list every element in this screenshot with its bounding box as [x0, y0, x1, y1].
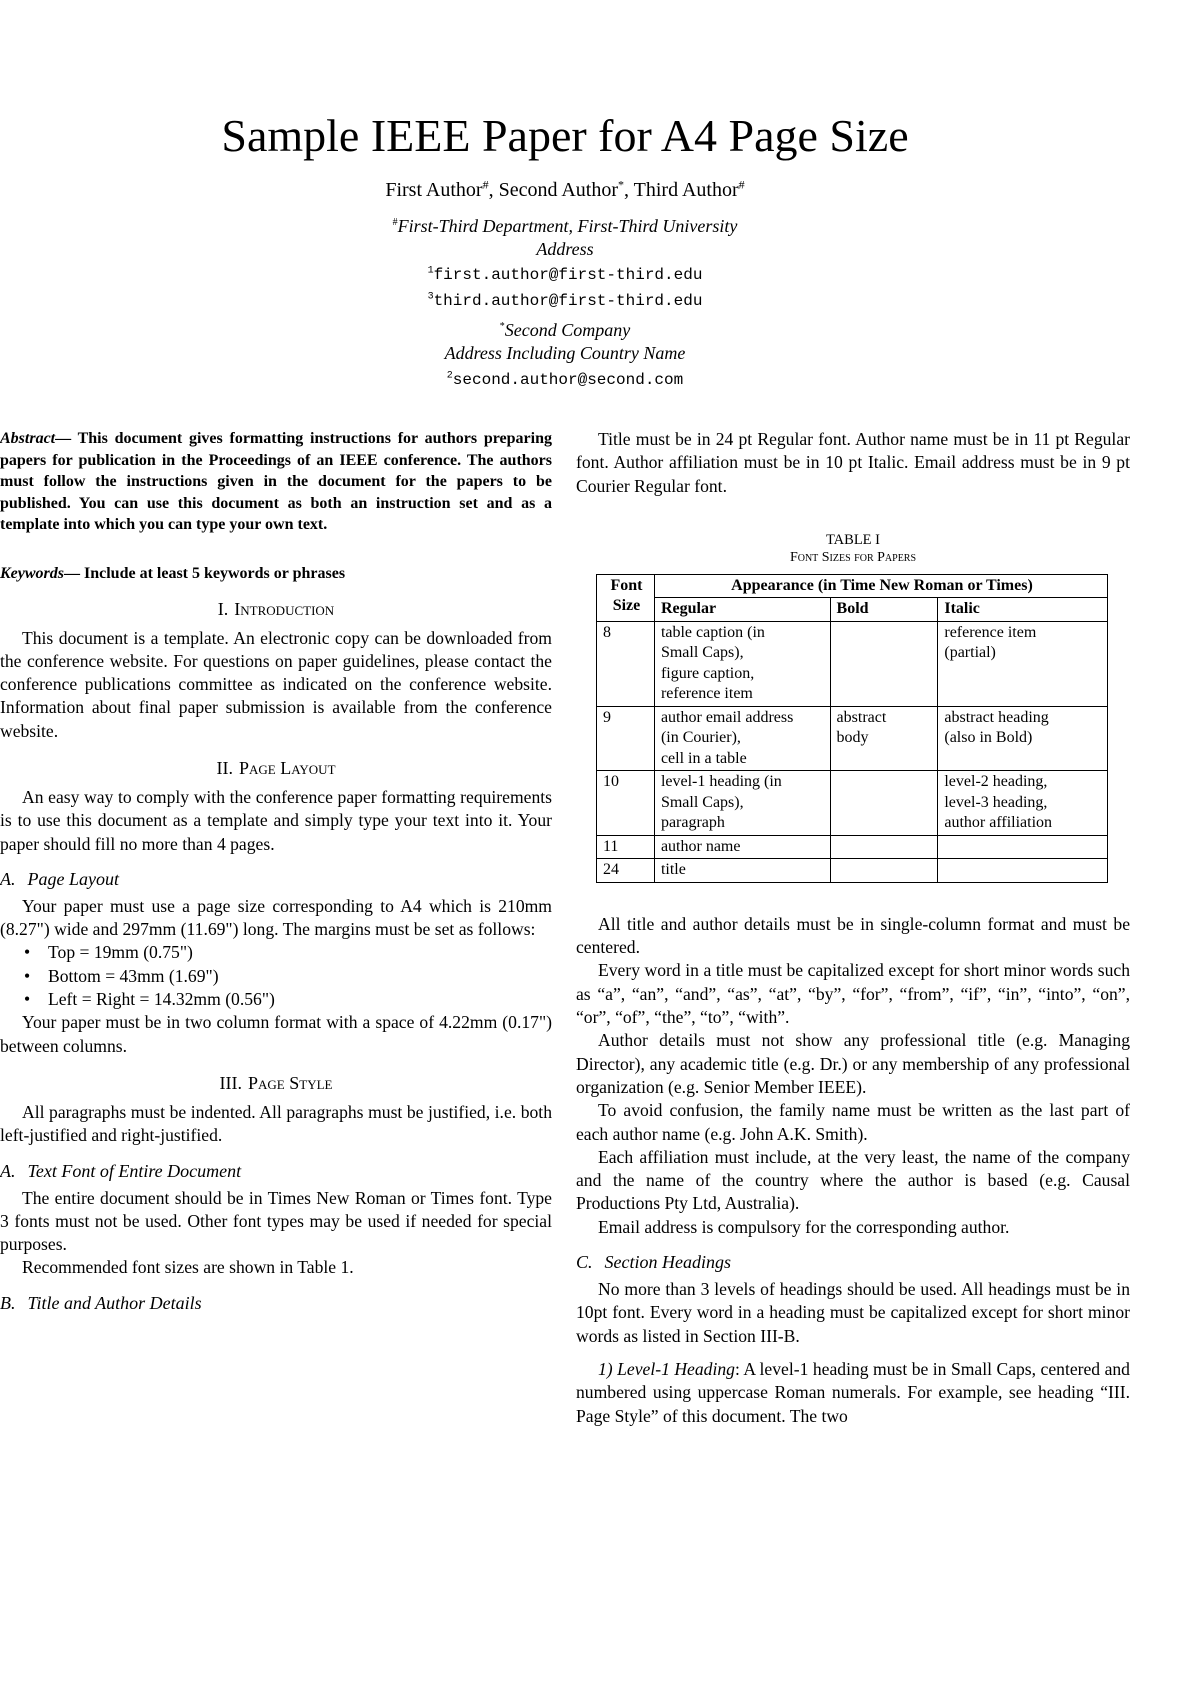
section-number: III. — [219, 1072, 243, 1093]
subsection-heading — [0, 868, 552, 891]
affiliation-mark: # — [392, 217, 398, 228]
email-mark: 3 — [427, 291, 434, 303]
author-separator: , — [488, 179, 499, 201]
subsection-number: B. — [0, 1292, 16, 1313]
list-item — [24, 988, 552, 1011]
table-header-row — [597, 574, 1108, 598]
table-cell-bold — [830, 835, 938, 859]
paragraph: Title must be in 24 pt Regular font. Author name must be in 11 pt Regular font. Author affiliation must be in 10 pt Italic. Email address must be in 9 pt Courier Regular font. — [576, 429, 1130, 496]
email-mark: 2 — [446, 370, 453, 382]
subsection-heading — [576, 1251, 1130, 1274]
table-caption: TABLE I — [825, 531, 880, 548]
table-cell-line: author name — [660, 837, 741, 855]
affiliation-address: Address Including Country Name — [444, 343, 686, 363]
table-cell-line: level-1 heading (in — [660, 773, 782, 791]
table-cell-bold — [830, 706, 938, 771]
table-cell-line: Small Caps), — [660, 793, 744, 811]
author-name: Second Author — [498, 179, 619, 201]
paragraph-text: A level-1 heading must be in Small Caps, centered and numbered using uppercase Roman numerals. For example, see heading “III. Page Style” of this document. The two — [576, 1358, 1130, 1426]
email-text: second.author@second.com — [452, 371, 684, 389]
section-heading — [0, 598, 552, 621]
table-cell-line: table caption (in — [660, 623, 765, 641]
abstract — [0, 428, 552, 536]
affiliation-department — [0, 215, 1130, 238]
author-line — [0, 177, 1130, 203]
table-row — [597, 835, 1108, 859]
paragraph: All paragraphs must be indented. All paragraphs must be justified, i.e. both left-justified and right-justified. — [0, 1101, 552, 1146]
author-mark: * — [618, 177, 625, 192]
table-cell-line: abstract heading — [944, 708, 1049, 726]
author-name: Third Author — [633, 179, 739, 201]
email-text: first.author@first-third.edu — [433, 266, 703, 284]
subsection-title: Page Layout — [27, 868, 119, 889]
email-text: third.author@first-third.edu — [433, 292, 703, 310]
table-cell-italic — [938, 706, 1108, 771]
list-item — [24, 941, 552, 964]
abstract-label: Abstract — [0, 430, 56, 447]
table-cell-line: title — [660, 861, 686, 879]
bullet-icon: • — [24, 942, 31, 963]
table-row — [597, 771, 1108, 836]
table-cell-regular — [654, 621, 830, 706]
section-heading — [0, 1072, 552, 1095]
table-cell-regular — [654, 771, 830, 836]
table-cell-size: 8 — [597, 621, 655, 706]
paragraph: An easy way to comply with the conference paper formatting requirements is to use this document as a template and simply type your text into it. Your paper should fill no more than 4 pages. — [0, 786, 552, 854]
table-cell-regular — [654, 835, 830, 859]
paragraph: The entire document should be in Times New Roman or Times font. Type 3 fonts must not be used. Other font types may be used if needed for special purposes. — [0, 1187, 552, 1255]
table-cell-line: (partial) — [944, 644, 996, 662]
affiliation-mark: * — [499, 321, 505, 332]
table-cell-regular — [654, 859, 830, 883]
table-cell-line: body — [836, 729, 869, 747]
bullet-icon: • — [24, 989, 31, 1010]
table-cell-line: level-2 heading, — [944, 773, 1048, 791]
table-cell-bold — [830, 771, 938, 836]
table-header-cell: Bold — [830, 598, 938, 622]
paragraph: Every word in a title must be capitalized except for short minor words such as “a”, “an”, “and”, “as”, “at”, “by”, “for”, “from”, “if”, “in”, “into”, “on”, “or”, “of”, “the”, “to”, “with”. — [576, 960, 1130, 1028]
keywords-text: Include at least 5 keywords or phrases — [84, 564, 346, 582]
table-header-row — [597, 598, 1108, 622]
left-column — [0, 428, 552, 1319]
table-header-cell: Font Size — [597, 574, 655, 621]
table-cell-line: reference item — [944, 623, 1037, 641]
list-item-text: Top = 19mm (0.75") — [48, 942, 193, 963]
abstract-text: This document gives formatting instructions for authors preparing papers for publication in the Proceedings of an IEEE conference. The authors must follow the instructions given in the document for the papers to be published. You can use this document as both an instruction set and as a template into which you can type your own text. — [0, 430, 552, 533]
paragraph: Your paper must use a page size corresponding to A4 which is 210mm (8.27") wide and 297mm (11.69") long. The margins must be set as follows: — [0, 895, 552, 940]
table-cell-size: 11 — [597, 835, 655, 859]
subsection-title: Title and Author Details — [27, 1292, 202, 1313]
table-cell-italic — [938, 859, 1108, 883]
paragraph: All title and author details must be in single-column format and must be centered. — [576, 913, 1130, 958]
table-header-cell: Regular — [654, 598, 830, 622]
table-cell-line: reference item — [660, 685, 753, 703]
table-cell-line: author email address — [660, 708, 794, 726]
paragraph: Your paper must be in two column format with a space of 4.22mm (0.17") between columns. — [0, 1012, 552, 1056]
font-sizes-table — [596, 574, 1108, 883]
author-name: First Author — [385, 179, 483, 201]
paragraph: To avoid confusion, the family name must be written as the last part of each author name (e.g. John A.K. Smith). — [576, 1100, 1130, 1144]
table-cell-line: author affiliation — [944, 814, 1053, 832]
table-cell-italic — [938, 771, 1108, 836]
table-cell-line: paragraph — [660, 814, 725, 832]
author-email — [0, 369, 1130, 392]
subsection-title: Section Headings — [604, 1252, 731, 1273]
table-row — [597, 706, 1108, 771]
subsection-heading — [0, 1292, 552, 1315]
subsection-number: A. — [0, 1160, 16, 1181]
author-mark: # — [482, 177, 489, 192]
keywords-dash: — — [64, 564, 84, 582]
affiliation-company — [0, 319, 1130, 342]
bullet-icon: • — [24, 965, 31, 986]
table-cell-line: Small Caps), — [660, 644, 744, 662]
paragraph: Email address is compulsory for the corresponding author. — [598, 1216, 1010, 1237]
table-cell-italic — [938, 621, 1108, 706]
table-cell-size: 24 — [597, 859, 655, 883]
margin-list — [0, 941, 552, 1011]
email-mark: 1 — [427, 265, 434, 277]
paragraph-label-colon: : — [734, 1358, 744, 1379]
right-column — [576, 428, 1130, 1428]
table-cell-line: (in Courier), — [660, 729, 741, 747]
table-cell-line: cell in a table — [660, 749, 747, 767]
section-title: Introduction — [234, 598, 335, 619]
table-cell-bold — [830, 621, 938, 706]
paper-title: Sample IEEE Paper for A4 Page Size — [221, 110, 909, 161]
section-title: Page Style — [248, 1072, 333, 1093]
table-cell-italic — [938, 835, 1108, 859]
author-email — [0, 264, 1130, 287]
author-email — [0, 290, 1130, 313]
list-item — [24, 965, 552, 988]
subsection-number: A. — [0, 868, 16, 889]
paragraph: No more than 3 levels of headings should be used. All headings must be in 10pt font. Every word in a heading must be capitalized except for short minor words as listed in Section III-B. — [576, 1279, 1130, 1346]
section-number: II. — [216, 757, 233, 778]
table-cell-line: abstract — [836, 708, 887, 726]
table-cell-line: (also in Bold) — [944, 729, 1033, 747]
table-row — [597, 859, 1108, 883]
paragraph: Author details must not show any professional title (e.g. Managing Director), any academic title (e.g. Dr.) or any membership of any professional organization (e.g. Senior Member IEEE). — [576, 1030, 1130, 1097]
abstract-dash: — — [55, 430, 78, 447]
table-subcaption: Font Sizes for Papers — [789, 549, 917, 565]
affiliation-department-text: First-Third Department, First-Third University — [397, 216, 738, 236]
paragraph: Each affiliation must include, at the very least, the name of the company and the name of the country where the author is based (e.g. Causal Productions Pty Ltd, Australia). — [576, 1146, 1130, 1214]
affiliation-address: Address — [536, 239, 594, 259]
paragraph: This document is a template. An electronic copy can be downloaded from the conference website. For questions on paper guidelines, please contact the conference publications committee as indicated on the conference website. Information about final paper submission is available from the conference website. — [0, 627, 552, 741]
keywords — [0, 563, 552, 584]
table-body — [597, 621, 1108, 882]
author-mark: # — [738, 177, 745, 192]
list-item-text: Bottom = 43mm (1.69") — [48, 965, 219, 986]
table-cell-bold — [830, 859, 938, 883]
subsection-number: C. — [576, 1252, 593, 1273]
affiliation-company-text: Second Company — [504, 320, 631, 340]
section-heading — [0, 757, 552, 780]
table-cell-line: level-3 heading, — [944, 793, 1048, 811]
table-header-cell: Italic — [938, 598, 1108, 622]
table-cell-size: 10 — [597, 771, 655, 836]
section-title: Page Layout — [238, 757, 336, 778]
table-cell-size: 9 — [597, 706, 655, 771]
paragraph-label: 1) Level-1 Heading — [598, 1358, 735, 1379]
subsection-heading — [0, 1160, 552, 1183]
section-number: I. — [217, 598, 229, 619]
list-item-text: Left = Right = 14.32mm (0.56") — [48, 989, 275, 1010]
paragraph: Recommended font sizes are shown in Table 1. — [22, 1257, 354, 1278]
table-header-cell: Appearance (in Time New Roman or Times) — [654, 574, 1107, 598]
keywords-label: Keywords — [0, 564, 64, 582]
author-separator: , — [624, 179, 634, 201]
subsection-title: Text Font of Entire Document — [27, 1160, 242, 1181]
table-cell-regular — [654, 706, 830, 771]
table-row — [597, 621, 1108, 706]
paragraph — [576, 1358, 1130, 1428]
table-cell-line: figure caption, — [660, 664, 755, 682]
